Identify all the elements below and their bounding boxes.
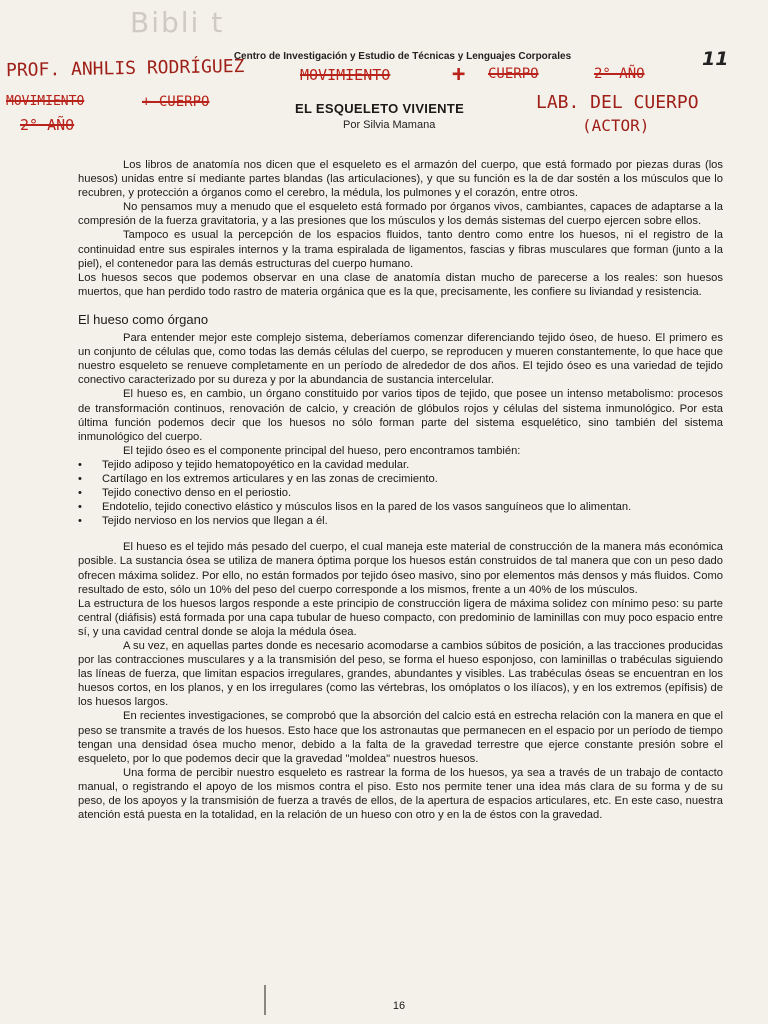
handwritten-plus: + [452,62,466,87]
list-item: • Tejido nervioso en los nervios que llegan a él. [78,514,723,528]
list-item: • Cartílago en los extremos articulares y en las zonas de crecimiento. [78,472,723,486]
handwritten-page-mark: 11 [702,48,729,70]
handwritten-lab-del-cuerpo: LAB. DEL CUERPO [536,92,699,113]
list-item: • Tejido adiposo y tejido hematopoyético en la cavidad medular. [78,458,723,472]
margin-mark [264,985,266,1015]
article-body [78,158,723,822]
paragraph: La estructura de los huesos largos responde a este principio de construcción ligera de máxima solidez con mínimo peso: su parte central (diáfisis) está formada por una capa tubular de hueso compacto, con predominio de laminillas con muy poco espacio entre sí, y una cavidad central donde se aloja la médula ósea. [78,597,723,638]
paragraph: Los huesos secos que podemos observar en una clase de anatomía distan mucho de parecerse a los reales: son huesos muertos, que han perdido todo rastro de materia orgánica que es la que, precisamente, les confiere su liviandad y resistencia. [78,271,723,298]
paragraph: El hueso es, en cambio, un órgano constituido por varios tipos de tejido, que posee un intenso metabolismo: procesos de transformación continuos, renovación de calcio, y creación de glóbulos rojos y células del sistema inmunológico. Por esta última función podemos decir que los huesos no sólo forman parte del sistema esquelético, sino también del sistema inmunológico del cuerpo. [78,388,723,443]
page-number: 16 [392,1000,406,1012]
handwritten-struck-movimiento-2: MOVIMIENTO [6,94,85,109]
paragraph: El hueso es el tejido más pesado del cuerpo, el cual maneja este material de construcción de la manera más económica posible. La sustancia ósea se utiliza de manera óptima porque los huesos están construidos de tal manera que con un peso dado ofrecen máxima solidez. Por ello, no están formados por tejido óseo masivo, sino por elementos más densos y más fluidos. Como resultado de esto, sólo un 10% del peso del cuerpo corresponde a los mismos, frente a un 40% de los músculos. [78,541,723,596]
document-title: EL ESQUELETO VIVIENTE [295,101,465,116]
handwritten-struck-cuerpo: CUERPO [488,66,539,82]
list-item: • Endotelio, tejido conectivo elástico y músculos lisos en la pared de los vasos sanguíneos que lo alimentan. [78,500,723,514]
paragraph: Para entender mejor este complejo sistema, deberíamos comenzar diferenciando tejido óseo, de hueso. El primero es un conjunto de células que, como todas las demás células del cuerpo, se reproducen y mueren constantemente, lo que hace que nuestro esqueleto se renueve completamente en un período de alrededor de dos años. El tejido óseo es una variedad de tejido conectivo caracterizado por su dureza y por la abundancia de sustancia intercelular. [78,332,723,387]
faded-library-stamp: Bibli t [130,6,225,39]
institution-header: Centro de Investigación y Estudio de Técnicas y Lenguajes Corporales [233,51,572,62]
paragraph: El tejido óseo es el componente principal del hueso, pero encontramos también: [123,444,521,457]
paragraph: Una forma de percibir nuestro esqueleto es rastrear la forma de los huesos, ya sea a través de un trabajo de contacto manual, o registrando el apoyo de los mismos contra el piso. Esto nos permite tener una idea más clara de su forma y de su peso, de los apoyos y la transmisión de fuerza a través de ellos, de la apertura de espacios articulares, etc. En este caso, nuestra atención está puesta en la totalidad, en la relación de un hueso con otro y en la de éstos con la gravedad. [78,766,723,822]
paragraph: A su vez, en aquellas partes donde es necesario acomodarse a cambios súbitos de posición, a las tracciones producidas por las contracciones musculares y a la transmisión del peso, se forma el hueso esponjoso, con laminillas o trabéculas siguiendo las líneas de fuerza, que limitan espacios irregulares, grandes, abundantes y visibles. Las trabéculas óseas se encuentran en los huesos cortos, en los planos, y en los irregulares (como las vértebras, los omóplatos o los ilíacos), y en los extremos (epífisis) de los huesos largos. [78,640,723,709]
paragraph: No pensamos muy a menudo que el esqueleto está formado por órganos vivos, cambiantes, capaces de adaptarse a la compresión de la fuerza gravitatoria, y a las presiones que los músculos y los demás sistemas del cuerpo ejercen sobre ellos. [78,201,723,228]
paragraph: En recientes investigaciones, se comprobó que la absorción del calcio está en estrecha relación con la manera en que el peso se transmite a través de los huesos. Esto hace que los astronautas que permanecen en el espacio por un período de tiempo tengan una densidad ósea mucho menor, debido a la falta de la gravedad terrestre que ejerce constante presión sobre el esqueleto, por lo que podemos decir que la gravedad "moldea" nuestros huesos. [78,710,723,765]
handwritten-struck-cuerpo-2: + CUERPO [142,94,210,110]
handwritten-struck-anio: 2° AÑO [594,66,645,82]
document-author: Por Silvia Mamana [343,119,436,131]
handwritten-actor: (ACTOR) [582,116,650,135]
paragraph: Tampoco es usual la percepción de los espacios fluidos, tanto dentro como entre los huesos, ni el registro de la continuidad entre sus espirales internos y la trama espiralada de ligamentos, fascias y fibras musculares que forman (junto a la piel), el contenedor para las demás estructuras del cuerpo humano. [78,229,723,270]
handwritten-struck-movimiento: MOVIMIENTO [300,66,391,84]
section-heading: El hueso como órgano [78,311,209,327]
bullet-list [78,458,723,528]
handwritten-professor-name: PROF. ANHLIS RODRÍGUEZ [5,55,245,82]
paragraph: Los libros de anatomía nos dicen que el esqueleto es el armazón del cuerpo, que está formado por piezas duras (los huesos) unidas entre sí mediante partes blandas (las articulaciones), y que su función es la de dar sostén a los músculos que lo recubren, y protección a órganos como el cerebro, la médula, los pulmones y el corazón, entre otros. [78,159,723,200]
list-item: • Tejido conectivo denso en el periostio. [78,486,723,500]
handwritten-struck-anio-2: 2° AÑO [20,116,75,134]
